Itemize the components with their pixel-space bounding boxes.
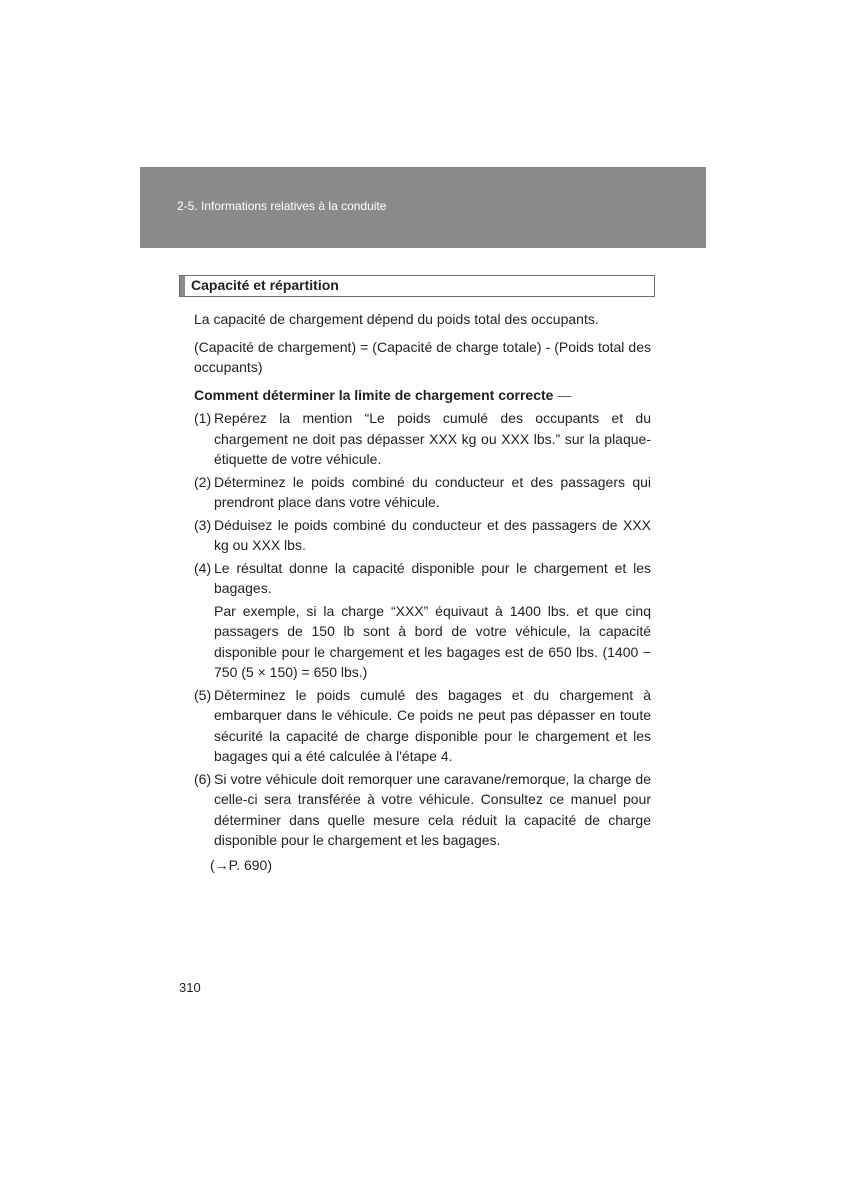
list-item [194, 685, 651, 767]
section-heading-marker [180, 276, 185, 296]
page-reference-link[interactable]: (→P. 690) [210, 856, 272, 873]
list-item [194, 558, 651, 599]
step-number: (6) [194, 770, 212, 787]
subheading-paragraph [194, 385, 651, 406]
step-text: Déterminez le poids cumulé des bagages et du chargement à embarquer dans le véhicule. Ce poids ne peut pas dépasser en toute sécurité la capacité de charge disponible pour le chargement et les bagages qui a été calculée à l'étape 4. [214, 686, 651, 764]
list-item [194, 472, 651, 513]
page-number: 310 [179, 980, 201, 995]
subheading: Comment déterminer la limite de chargement correcte [194, 386, 554, 403]
intro-paragraph: La capacité de chargement dépend du poids total des occupants. [194, 311, 599, 327]
step-number: (4) [194, 559, 212, 576]
section-heading: Capacité et répartition [191, 277, 339, 293]
step-text: Le résultat donne la capacité disponible pour le chargement et les bagages. [214, 559, 651, 596]
step-text: Déterminez le poids combiné du conducteur et des passagers qui prendront place dans votre véhicule. [214, 473, 651, 510]
list-item [194, 769, 651, 851]
section-heading-box [179, 275, 655, 297]
list-item [194, 515, 651, 556]
example-paragraph: Par exemple, si la charge “XXX” équivaut à 1400 lbs. et que cinq passagers de 150 lb sont à bord de votre véhicule, la capacité disponible pour le chargement et les bagages est de 650 lbs. (1400 − 750 (5 × 150) = 650 lbs.) [214, 602, 651, 680]
step-text: Si votre véhicule doit remorquer une caravane/remorque, la charge de celle-ci sera transférée à votre véhicule. Consultez ce manuel pour déterminer dans quelle mesure cela réduit la capacité de charge disponible pour le chargement et les bagages. [214, 770, 651, 848]
step-number: (5) [194, 686, 212, 703]
list-item [194, 408, 651, 470]
chapter-header-band [140, 167, 706, 248]
step-number: (3) [194, 516, 212, 533]
step-number: (2) [194, 473, 212, 490]
step-text: Déduisez le poids combiné du conducteur et des passagers de XXX kg ou XXX lbs. [214, 516, 651, 553]
step-text: Repérez la mention “Le poids cumulé des occupants et du chargement ne doit pas dépasser XXX kg ou XXX lbs.” sur la plaque-étiquette de votre véhicule. [214, 410, 651, 467]
chapter-section-title: 2-5. Informations relatives à la conduite [177, 199, 387, 213]
formula-paragraph: (Capacité de chargement) = (Capacité de charge totale) - (Poids total des occupants) [194, 338, 651, 375]
step-number: (1) [194, 410, 212, 426]
subheading-dash: — [557, 386, 572, 403]
body-content [194, 309, 651, 875]
